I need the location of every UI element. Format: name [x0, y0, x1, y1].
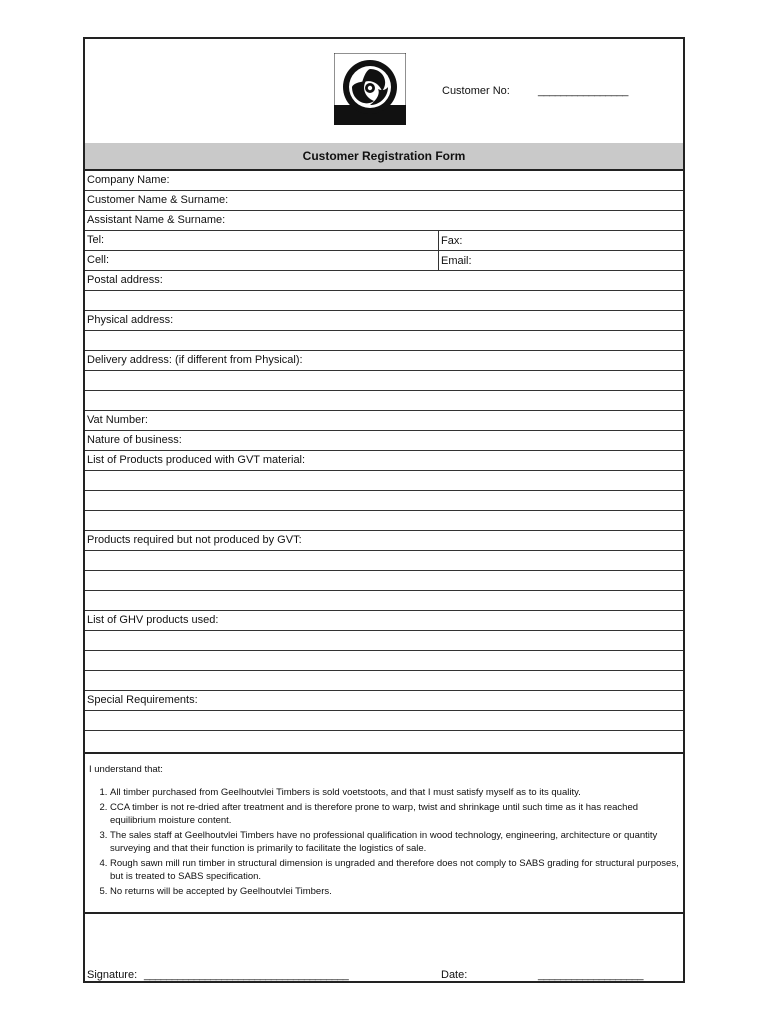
customer-name-label: Customer Name & Surname: [87, 194, 229, 206]
postal-address-label: Postal address: [87, 274, 163, 286]
special-requirements-line[interactable] [85, 711, 683, 731]
special-requirements-row[interactable] [85, 691, 683, 711]
ghv-products-row[interactable] [85, 611, 683, 631]
products-not-gvt-line[interactable] [85, 591, 683, 611]
fax-label[interactable]: Fax: [441, 235, 463, 247]
company-name-label: Company Name: [87, 174, 170, 186]
physical-address-row[interactable] [85, 311, 683, 331]
customer-no-label: Customer No: [442, 85, 510, 97]
terms-list [85, 786, 680, 900]
terms-section [85, 752, 683, 914]
terms-item: 3. The sales staff at Geelhoutvlei Timbers have no professional qualification in wood technology, engineering, architecture or quantity surveying and that their function is primarily to facilitate the logistics of sale. [110, 829, 680, 855]
terms-item: 2. CCA timber is not re-dried after treatment and is therefore prone to warp, twist and shrinkage until such time as it has reached equilibrium moisture content. [110, 801, 680, 827]
company-name-row[interactable] [85, 171, 683, 191]
date-field[interactable]: ___________________ [538, 969, 643, 981]
tel-field[interactable] [85, 231, 439, 250]
delivery-address-line[interactable] [85, 371, 683, 391]
ghv-products-label: List of GHV products used: [87, 614, 219, 626]
cell-email-row [85, 251, 683, 271]
postal-address-line[interactable] [85, 291, 683, 311]
ghv-products-line[interactable] [85, 631, 683, 651]
products-gvt-label: List of Products produced with GVT material: [87, 454, 306, 466]
cell-field[interactable] [85, 251, 439, 270]
registration-form [83, 37, 685, 983]
postal-address-row[interactable] [85, 271, 683, 291]
products-gvt-line[interactable] [85, 511, 683, 531]
company-logo-icon [334, 53, 406, 125]
delivery-address-line[interactable] [85, 391, 683, 411]
terms-item: 4. Rough sawn mill run timber in structural dimension is ungraded and therefore does not comply to SABS grading for structural purposes, but is treated to SABS specification. [110, 857, 680, 883]
tel-fax-row [85, 231, 683, 251]
customer-name-row[interactable] [85, 191, 683, 211]
email-label[interactable]: Email: [441, 255, 472, 267]
delivery-address-row[interactable] [85, 351, 683, 371]
products-not-gvt-label: Products required but not produced by GVT: [87, 534, 302, 546]
terms-item: 1. All timber purchased from Geelhoutvlei Timbers is sold voetstoots, and that I must satisfy myself as to its quality. [110, 786, 680, 799]
nature-of-business-row[interactable] [85, 431, 683, 451]
assistant-name-label: Assistant Name & Surname: [87, 214, 226, 226]
products-not-gvt-line[interactable] [85, 571, 683, 591]
ghv-products-line[interactable] [85, 671, 683, 691]
terms-intro: I understand that: [89, 764, 163, 775]
customer-no-field[interactable]: ________________ [538, 85, 628, 97]
vat-number-row[interactable] [85, 411, 683, 431]
signature-field[interactable]: _____________________________________ [144, 969, 349, 981]
physical-address-line[interactable] [85, 331, 683, 351]
assistant-name-row[interactable] [85, 211, 683, 231]
products-gvt-line[interactable] [85, 471, 683, 491]
nature-of-business-label: Nature of business: [87, 434, 182, 446]
terms-item: 5. No returns will be accepted by Geelhoutvlei Timbers. [110, 885, 680, 898]
form-fields [85, 171, 683, 731]
delivery-address-label: Delivery address: (if different from Physical): [87, 354, 303, 366]
cell-label: Cell: [87, 254, 110, 266]
physical-address-label: Physical address: [87, 314, 174, 326]
products-not-gvt-row[interactable] [85, 531, 683, 551]
ghv-products-line[interactable] [85, 651, 683, 671]
products-gvt-line[interactable] [85, 491, 683, 511]
signature-label: Signature: [87, 969, 138, 981]
vat-number-label: Vat Number: [87, 414, 148, 426]
products-gvt-row[interactable] [85, 451, 683, 471]
special-requirements-label: Special Requirements: [87, 694, 198, 706]
form-title: Customer Registration Form [85, 143, 683, 171]
products-not-gvt-line[interactable] [85, 551, 683, 571]
tel-label: Tel: [87, 234, 105, 246]
form-header [85, 39, 683, 145]
date-label: Date: [441, 969, 468, 981]
